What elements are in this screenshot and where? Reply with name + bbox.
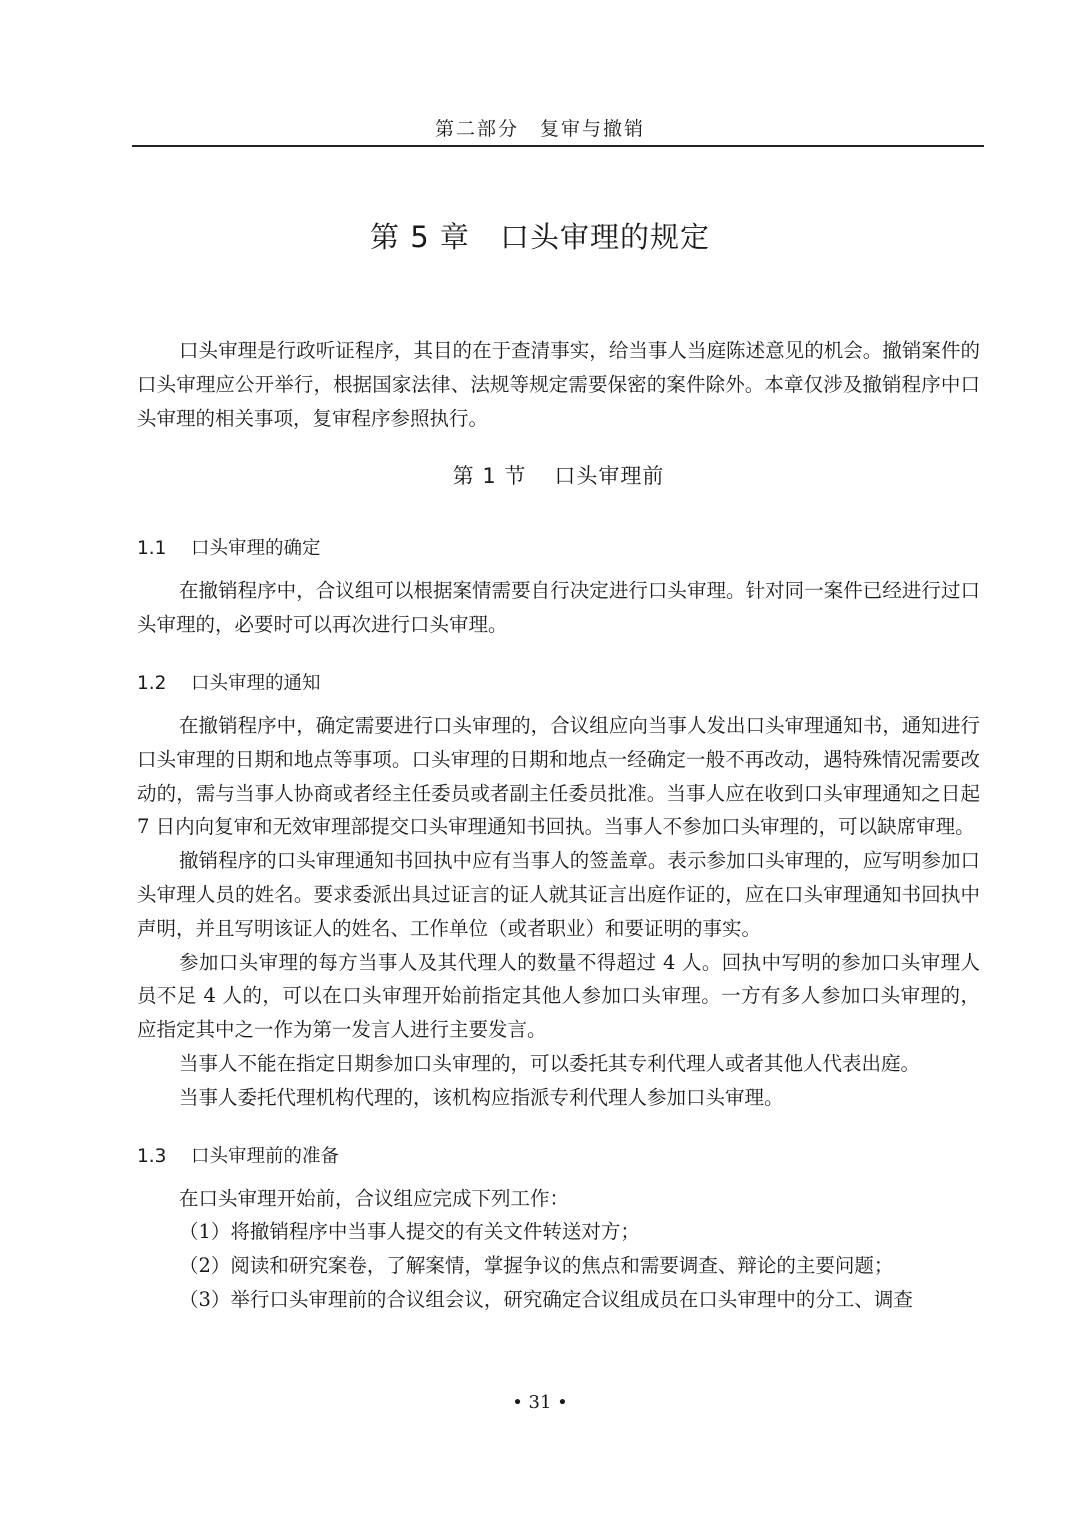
subsection-number: 1.3 — [137, 1145, 167, 1167]
paragraph: 在口头审理开始前，合议组应完成下列工作： — [179, 1186, 570, 1210]
paragraph: 在撤销程序中，确定需要进行口头审理的，合议组应向当事人发出口头审理通知书，通知进行口头审理的日期和地点等事项。口头审理的日期和地点一经确定一般不再改动，遇特殊情况需要改动的，需与当事人协商或者经主任委员或者副主任委员批准。当事人应在收到口头审理通知之日起 7 日内向复审和无效审理部提交口头审理通知书回执。当事人不参加口头审理的，可以缺席审理。 — [137, 713, 980, 839]
chapter-title — [0, 215, 1080, 256]
paragraph: 在撤销程序中，合议组可以根据案情需要自行决定进行口头审理。针对同一案件已经进行过口头审理的，必要时可以再次进行口头审理。 — [137, 579, 980, 637]
header-rule — [132, 145, 984, 147]
chapter-name: 口头审理的规定 — [499, 220, 710, 254]
running-header: 第二部分 复审与撤销 — [434, 118, 645, 140]
list-item: （2）阅读和研究案卷，了解案情，掌握争议的焦点和需要调查、辩论的主要问题； — [179, 1254, 894, 1278]
subsection-number: 1.1 — [137, 538, 167, 560]
list-item: （3）举行口头审理前的合议组会议，研究确定合议组成员在口头审理中的分工、调查 — [179, 1287, 913, 1311]
paragraph: 参加口头审理的每方当事人及其代理人的数量不得超过 4 人。回执中写明的参加口头审理人员不足 4 人的，可以在口头审理开始前指定其他人参加口头审理。一方有多人参加口头审理的，应指定其中之一作为第一发言人进行主要发言。 — [137, 950, 980, 1042]
chapter-number: 第 5 章 — [370, 220, 470, 254]
page-number: • 31 • — [512, 1392, 568, 1413]
subsection-number: 1.2 — [137, 672, 167, 694]
paragraph: 当事人不能在指定日期参加口头审理的，可以委托其专利代理人或者其他人代表出庭。 — [179, 1051, 921, 1075]
section-number: 第 1 节 — [452, 464, 527, 489]
subsection-title: 口头审理的通知 — [191, 672, 321, 694]
paragraph: 撤销程序的口头审理通知书回执中应有当事人的签盖章。表示参加口头审理的，应写明参加口头审理人员的姓名。要求委派出具过证言的证人就其证言出庭作证的，应在口头审理通知书回执中声明，并且写明该证人的姓名、工作单位（或者职业）和要证明的事实。 — [137, 849, 980, 940]
paragraph: 当事人委托代理机构代理的，该机构应指派专利代理人参加口头审理。 — [179, 1085, 784, 1109]
subsection-title: 口头审理的确定 — [191, 538, 321, 560]
intro-paragraph: 口头审理是行政听证程序，其目的在于查清事实，给当事人当庭陈述意见的机会。撤销案件的口头审理应公开举行，根据国家法律、法规等规定需要保密的案件除外。本章仅涉及撤销程序中口头审理的相关事项，复审程序参照执行。 — [137, 339, 980, 430]
subsection-heading-1-3 — [137, 1142, 980, 1172]
list-item: （1）将撤销程序中当事人提交的有关文件转送对方； — [179, 1220, 640, 1244]
section-title — [137, 460, 980, 490]
page-body — [137, 334, 980, 1317]
section-name: 口头审理前 — [554, 464, 665, 489]
subsection-heading-1-1 — [137, 534, 980, 564]
subsection-heading-1-2 — [137, 669, 980, 699]
subsection-title: 口头审理前的准备 — [191, 1145, 340, 1167]
